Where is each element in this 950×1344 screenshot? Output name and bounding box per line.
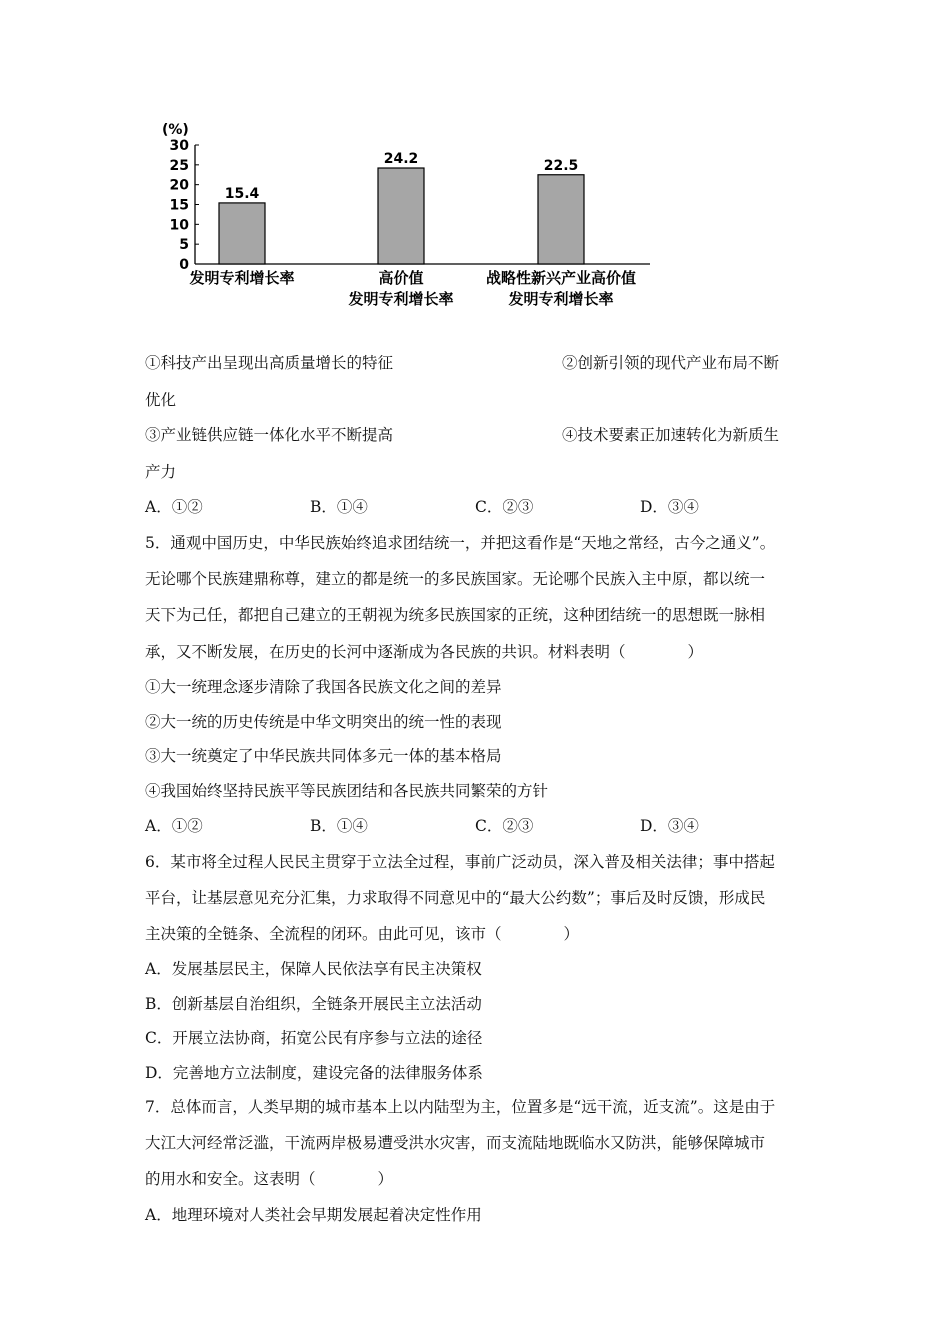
q4-option-b[interactable]: B．①④	[310, 498, 368, 516]
bar-value-label: 24.2	[383, 151, 419, 168]
bar	[219, 203, 265, 264]
x-category-label: 高价值	[378, 269, 424, 287]
y-tick-label: 5	[179, 237, 189, 254]
y-tick-label: 25	[169, 157, 189, 174]
x-category-label: 发明专利增长率	[189, 269, 295, 287]
q5-option-a[interactable]: A．①②	[145, 817, 203, 835]
q5-statement-4: ④我国始终坚持民族平等民族团结和各民族共同繁荣的方针	[145, 782, 549, 800]
q5-statement-3: ③大一统奠定了中华民族共同体多元一体的基本格局	[145, 747, 502, 765]
q6-option-c[interactable]: C．开展立法协商，拓宽公民有序参与立法的途径	[145, 1029, 483, 1047]
q4-option-a[interactable]: A．①②	[145, 498, 203, 516]
y-tick-label: 0	[179, 257, 189, 273]
q5-stem-line-4: 承，又不断发展，在历史的长河中逐渐成为各民族的共识。材料表明（ ）	[145, 643, 704, 661]
q7-stem-line-3: 的用水和安全。这表明（ ）	[145, 1170, 394, 1188]
q5-statement-2: ②大一统的历史传统是中华文明突出的统一性的表现	[145, 713, 502, 731]
q6-stem-line-3: 主决策的全链条、全流程的闭环。由此可见，该市（ ）	[145, 925, 580, 943]
q4-option-c[interactable]: C．②③	[475, 498, 534, 516]
q6-option-a[interactable]: A．发展基层民主，保障人民依法享有民主决策权	[145, 960, 482, 978]
y-axis-unit-label: (%)	[162, 122, 189, 138]
q7-option-a[interactable]: A．地理环境对人类社会早期发展起着决定性作用	[145, 1206, 482, 1224]
q6-option-b[interactable]: B．创新基层自治组织，全链条开展民主立法活动	[145, 995, 482, 1013]
q5-stem-line-2: 无论哪个民族建鼎称尊，建立的都是统一的多民族国家。无论哪个民族入主中原，都以统一	[145, 570, 766, 588]
bar-value-label: 15.4	[224, 185, 260, 202]
q4-statement-2-cont: 优化	[145, 391, 177, 409]
q7-stem-line-1: 7．总体而言，人类早期的城市基本上以内陆型为主，位置多是“远干流，近支流”。这是由于	[145, 1098, 776, 1116]
q6-option-d[interactable]: D．完善地方立法制度，建设完备的法律服务体系	[145, 1064, 483, 1082]
y-tick-label: 30	[169, 138, 189, 154]
q5-statement-1: ①大一统理念逐步清除了我国各民族文化之间的差异	[145, 678, 502, 696]
bar-chart	[150, 112, 670, 312]
q4-statement-3: ③产业链供应链一体化水平不断提高	[145, 426, 394, 444]
x-category-label: 发明专利增长率	[508, 290, 614, 308]
q5-option-d[interactable]: D．③④	[640, 817, 699, 835]
q5-option-b[interactable]: B．①④	[310, 817, 368, 835]
q5-stem-line-3: 天下为己任，都把自己建立的王朝视为统多民族国家的正统，这种团结统一的思想既一脉相	[145, 606, 766, 624]
bar	[378, 168, 424, 264]
q4-statement-4-cont: 产力	[145, 463, 177, 481]
x-category-label: 战略性新兴产业高价值	[485, 269, 637, 287]
q6-stem-line-2: 平台，让基层意见充分汇集，力求取得不同意见中的“最大公约数”；事后及时反馈，形成民	[145, 889, 766, 907]
q5-option-c[interactable]: C．②③	[475, 817, 534, 835]
bar	[538, 175, 584, 264]
q4-statement-2: ②创新引领的现代产业布局不断	[562, 354, 780, 372]
q6-stem-line-1: 6．某市将全过程人民民主贯穿于立法全过程，事前广泛动员，深入普及相关法律；事中搭起	[145, 853, 775, 871]
y-tick-label: 15	[169, 197, 189, 214]
q4-statement-4: ④技术要素正加速转化为新质生	[562, 426, 780, 444]
q7-stem-line-2: 大江大河经常泛滥，干流两岸极易遭受洪水灾害，而支流陆地既临水又防洪，能够保障城市	[145, 1134, 766, 1152]
y-tick-label: 20	[169, 177, 189, 194]
q5-stem-line-1: 5．通观中国历史，中华民族始终追求团结统一，并把这看作是“天地之常经，古今之通义”。	[145, 534, 776, 552]
q4-option-d[interactable]: D．③④	[640, 498, 699, 516]
bar-value-label: 22.5	[543, 157, 579, 174]
x-category-label: 发明专利增长率	[348, 290, 454, 308]
q4-statement-1: ①科技产出呈现出高质量增长的特征	[145, 354, 394, 372]
y-tick-label: 10	[169, 217, 189, 234]
